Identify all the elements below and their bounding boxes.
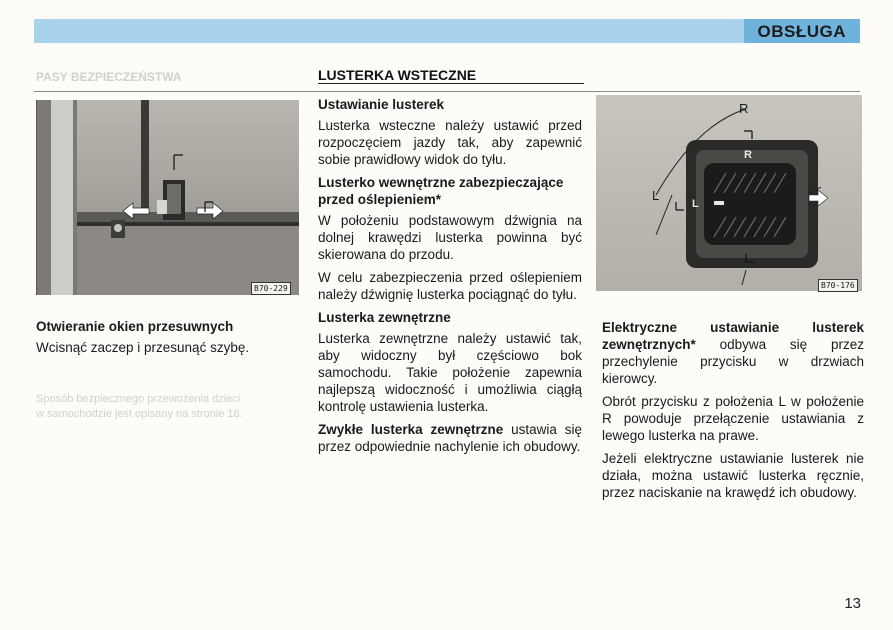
label-R: R: [739, 101, 749, 116]
page-title: LUSTERKA WSTECZNE: [318, 67, 477, 83]
right-column: [602, 319, 864, 507]
mirror-switch-photo: [596, 95, 862, 291]
heading-adjusting-mirrors: Ustawianie lusterek: [318, 97, 445, 112]
manual-mirrors-rest: ustawia się przez odpowiednie nachylenie ich obudowy.: [318, 422, 582, 454]
electric-mirrors-rest: odbywa się przez przechylenie przycisku w drzwiach kierowcy.: [602, 337, 864, 386]
figure-ref-right: B70-176: [818, 279, 858, 292]
text-manual-mirrors: [318, 421, 582, 455]
text-adjusting-mirrors: Lusterka wsteczne należy ustawić przed rozpoczęciem jazdy tak, aby zapewnić sobie prawidłowy widok do tyłu.: [318, 118, 582, 167]
label-L: L: [652, 188, 660, 203]
left-text: Wcisnąć zaczep i przesunąć szybę.: [36, 340, 250, 355]
ghost-line-1: Sposób bezpiecznego przewożenia dzieci: [36, 393, 241, 405]
mirror-switch-illustration: [596, 95, 862, 291]
sliding-window-illustration: [37, 100, 299, 295]
section-title: OBSŁUGA: [744, 19, 861, 43]
text-electric-mirrors: [602, 319, 864, 387]
ghost-title: PASY BEZPIECZEŃSTWA: [36, 70, 182, 84]
manual-mirrors-bold: Zwykłe lusterka zewnętrzne: [318, 422, 504, 437]
left-heading: Otwieranie okien przesuwnych: [36, 319, 234, 334]
svg-text:L: L: [692, 198, 699, 210]
text-switch-rotation: Obrót przycisku z położenia L w położenie R powoduje przełączenie ustawiania z lewego lusterka na prawe.: [602, 394, 864, 443]
title-underline: [318, 83, 584, 84]
figure-ref-left: B70-229: [251, 282, 291, 295]
heading-outer-mirrors: Lusterka zewnętrzne: [318, 310, 451, 325]
left-column: [36, 318, 296, 362]
middle-column: [318, 96, 582, 461]
text-inner-mirror-2: W celu zabezpieczenia przed oślepieniem należy dźwignię lusterka pociągnąć do tyłu.: [318, 270, 582, 302]
section-divider: [34, 91, 860, 92]
header-band: [34, 19, 860, 43]
page-number: 13: [844, 595, 861, 612]
ghost-line-2: w samochodzie jest opisany na stronie 18.: [36, 408, 243, 420]
text-outer-mirrors: Lusterka zewnętrzne należy ustawić tak, aby widoczny był częściowo bok samochodu. Takie położenie zapewnia najlepszą widoczność i umożliwia ciągłą kontrolę ustawienia lusterka.: [318, 331, 582, 414]
text-inner-mirror-1: W położeniu podstawowym dźwignia na dolnej krawędzi lusterka powinna być skierowana do przodu.: [318, 213, 582, 262]
text-manual-fallback: Jeżeli elektryczne ustawianie lusterek nie działa, można ustawić lusterka ręcznie, przez naciskanie na krawędź ich obudowy.: [602, 451, 864, 500]
svg-text:R: R: [744, 149, 752, 161]
electric-mirrors-bold: Elektryczne ustawianie lusterek zewnętrznych*: [602, 320, 864, 352]
sliding-window-photo: [36, 100, 299, 295]
heading-inner-mirror: Lusterko wewnętrzne zabezpieczające przed oślepieniem*: [318, 175, 564, 207]
